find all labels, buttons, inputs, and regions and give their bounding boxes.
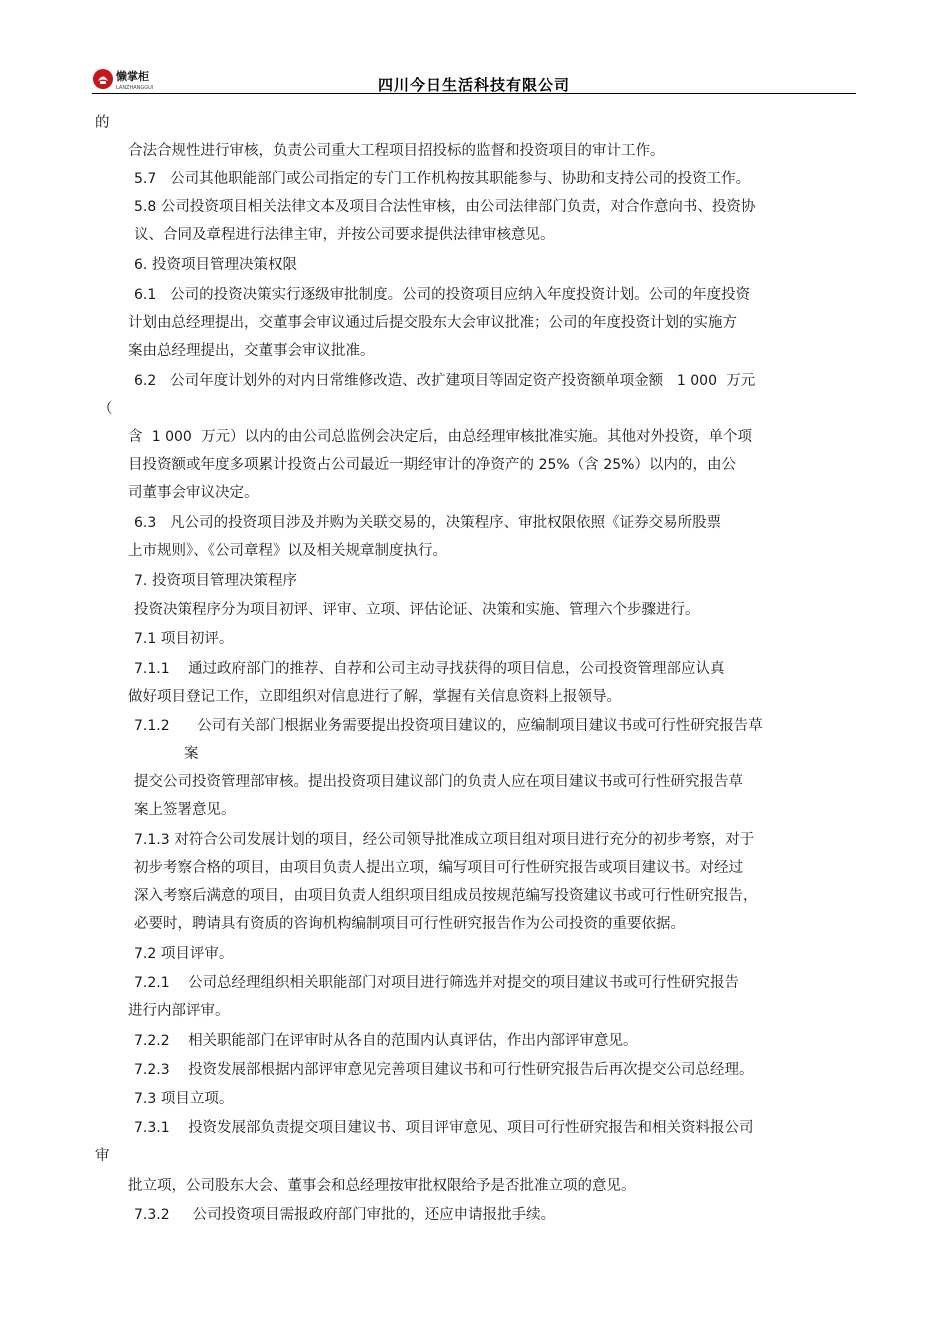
clause-7-2-1: 7.2.1 公司总经理组织相关职能部门对项目进行筛选并对提交的项目建议书或可行性研究报告 [134, 975, 740, 991]
text-line: 目投资额或年度多项累计投资占公司最近一期经审计的净资产的 25%（含 25%）以内的，由公 [128, 457, 736, 473]
text-line: 审 [95, 1148, 110, 1164]
clause-7-2-3: 7.2.3 投资发展部根据内部评审意见完善项目建议书和可行性研究报告后再次提交公司总经理。 [134, 1062, 754, 1078]
clause-7-2: 7.2 项目评审。 [134, 946, 234, 962]
text-line: 案由总经理提出，交董事会审议批准。 [128, 343, 375, 359]
text-line: 批立项，公司股东大会、董事会和总经理按审批权限给予是否批准立项的意见。 [128, 1178, 636, 1194]
clause-6-1: 6.1 公司的投资决策实行逐级审批制度。公司的投资项目应纳入年度投资计划。公司的年度投资 [134, 287, 751, 303]
text-line: 提交公司投资管理部审核。提出投资项目建议部门的负责人应在项目建议书或可行性研究报告草 [134, 774, 743, 790]
text-line: 案 [184, 746, 199, 762]
text-line: 深入考察后满意的项目，由项目负责人组织项目组成员按规范编写投资建议书或可行性研究报告， [134, 888, 758, 904]
clause-6-2: 6.2 公司年度计划外的对内日常维修改造、改扩建项目等固定资产投资额单项金额 1 000 万元 [134, 373, 756, 389]
svg-text:LANZHANGGUI: LANZHANGGUI [116, 85, 154, 91]
clause-5-7: 5.7 公司其他职能部门或公司指定的专门工作机构按其职能参与、协助和支持公司的投资工作。 [134, 171, 751, 187]
section-7-heading: 7. 投资项目管理决策程序 [134, 573, 297, 589]
clause-7-3-2: 7.3.2 公司投资项目需报政府部门审批的，还应申请报批手续。 [134, 1207, 556, 1223]
text-line: 含 1 000 万元）以内的由公司总监例会决定后，由总经理审核批准实施。其他对外投资，单个项 [128, 429, 753, 445]
text-line: 必要时，聘请具有资质的咨询机构编制项目可行性研究报告作为公司投资的重要依据。 [134, 916, 685, 932]
text-line: 上市规则》、《公司章程》以及相关规章制度执行。 [128, 543, 447, 559]
text-line: 投资决策程序分为项目初评、评审、立项、评估论证、决策和实施、管理六个步骤进行。 [134, 602, 700, 618]
page-header [92, 64, 856, 94]
clause-5-8: 5.8 公司投资项目相关法律文本及项目合法性审核，由公司法律部门负责，对合作意向书、投资协 [134, 199, 756, 215]
section-6-heading: 6. 投资项目管理决策权限 [134, 257, 297, 273]
clause-6-3: 6.3 凡公司的投资项目涉及并购为关联交易的，决策程序、审批权限依照《证券交易所股票 [134, 515, 722, 531]
text-line: （ [98, 401, 113, 417]
svg-text:懒掌柜: 懒掌柜 [116, 70, 149, 83]
text-line: 议、合同及章程进行法律主审，并按公司要求提供法律审核意见。 [134, 227, 555, 243]
clause-7-2-2: 7.2.2 相关职能部门在评审时从各自的范围内认真评估，作出内部评审意见。 [134, 1033, 638, 1049]
text-line: 的 [95, 115, 110, 131]
text-line: 司董事会审议决定。 [128, 485, 259, 501]
clause-7-1-2: 7.1.2 公司有关部门根据业务需要提出投资项目建议的，应编制项目建议书或可行性研究报告草 [134, 718, 763, 734]
text-line: 初步考察合格的项目，由项目负责人提出立项，编写项目可行性研究报告或项目建议书。对经过 [134, 860, 743, 876]
clause-7-3: 7.3 项目立项。 [134, 1091, 234, 1107]
header-divider [92, 93, 856, 94]
text-line: 合法合规性进行审核，负责公司重大工程项目招投标的监督和投资项目的审计工作。 [128, 143, 665, 159]
text-line: 做好项目登记工作，立即组织对信息进行了解，掌握有关信息资料上报领导。 [128, 689, 621, 705]
clause-7-1-3: 7.1.3 对符合公司发展计划的项目，经公司领导批准成立项目组对项目进行充分的初步考察，对于 [134, 832, 755, 848]
text-line: 进行内部评审。 [128, 1003, 230, 1019]
clause-7-1: 7.1 项目初评。 [134, 631, 234, 647]
text-line: 计划由总经理提出，交董事会审议通过后提交股东大会审议批准；公司的年度投资计划的实施方 [128, 315, 737, 331]
text-line: 案上签署意见。 [134, 802, 236, 818]
company-name: 四川今日生活科技有限公司 [377, 76, 570, 94]
clause-7-3-1: 7.3.1 投资发展部负责提交项目建议书、项目评审意见、项目可行性研究报告和相关资料报公司 [134, 1120, 754, 1136]
clause-7-1-1: 7.1.1 通过政府部门的推荐、自荐和公司主动寻找获得的项目信息，公司投资管理部应认真 [134, 661, 725, 677]
